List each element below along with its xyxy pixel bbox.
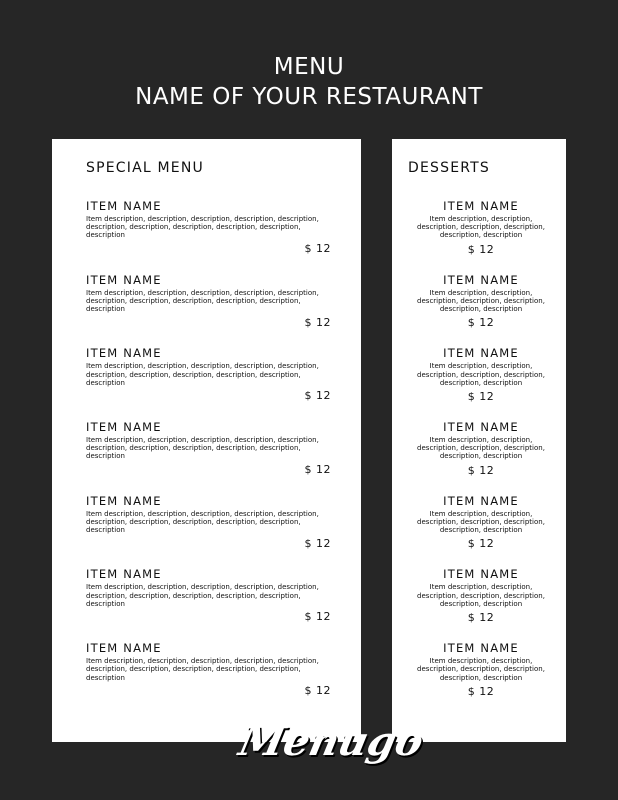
dessert-item <box>408 567 554 641</box>
item-price: $ 12 <box>304 389 331 403</box>
item-description: Item description, description, description, description, description, description, description, description, description, description, description <box>86 583 319 608</box>
special-menu-title: SPECIAL MENU <box>86 160 204 176</box>
item-price: $ 12 <box>304 463 331 477</box>
item-name: ITEM NAME <box>86 420 162 435</box>
item-price: $ 12 <box>304 684 331 698</box>
item-description: Item description, description, description, description, description, description, description, description, description, description, description <box>86 436 319 461</box>
item-description: Item description, description, description, description, description, description, description, description, description, description, description <box>86 657 319 682</box>
desserts-title: DESSERTS <box>408 160 490 176</box>
dessert-item <box>408 199 554 273</box>
item-description: Item description, description, description, description, description, description, description <box>417 362 545 387</box>
item-description: Item description, description, description, description, description, description, description, description, description, description, description <box>86 215 319 240</box>
item-description: Item description, description, description, description, description, description, description <box>417 657 545 682</box>
menu-item <box>86 199 331 273</box>
item-name: ITEM NAME <box>443 493 519 508</box>
dessert-item <box>408 273 554 347</box>
restaurant-name: NAME OF YOUR RESTAURANT <box>135 84 483 110</box>
menu-item <box>86 494 331 568</box>
menu-title: MENU <box>273 54 345 80</box>
item-price: $ 12 <box>467 242 495 256</box>
dessert-item <box>408 641 554 715</box>
item-price: $ 12 <box>467 463 495 477</box>
menu-item <box>86 420 331 494</box>
item-description: Item description, description, description, description, description, description, description, description, description, description, description <box>86 509 319 535</box>
item-name: ITEM NAME <box>86 199 162 213</box>
item-description: Item description, description, description, description, description, description, description <box>417 215 545 240</box>
item-name: ITEM NAME <box>86 567 162 582</box>
item-name: ITEM NAME <box>86 493 162 508</box>
menu-item <box>86 346 331 420</box>
item-name: ITEM NAME <box>86 272 162 287</box>
special-menu-panel <box>52 139 361 742</box>
item-price: $ 12 <box>467 389 495 403</box>
menu-item <box>86 641 331 715</box>
item-name: ITEM NAME <box>86 346 162 361</box>
item-price: $ 12 <box>304 242 331 255</box>
item-name: ITEM NAME <box>443 420 519 435</box>
item-price: $ 12 <box>467 611 495 625</box>
item-name: ITEM NAME <box>443 567 519 582</box>
item-price: $ 12 <box>304 536 331 550</box>
desserts-panel <box>392 139 566 742</box>
item-description: Item description, description, description, description, description, description, description, description, description, description, description <box>86 362 319 387</box>
item-name: ITEM NAME <box>443 641 519 656</box>
item-name: ITEM NAME <box>443 346 519 361</box>
dessert-item <box>408 346 554 420</box>
item-name: ITEM NAME <box>443 272 519 287</box>
item-description: Item description, description, description, description, description, description, description <box>417 583 545 608</box>
special-menu-list <box>86 199 331 715</box>
item-name: ITEM NAME <box>86 641 162 656</box>
item-name: ITEM NAME <box>443 199 519 213</box>
item-description: Item description, description, description, description, description, description, description <box>417 288 545 314</box>
item-price: $ 12 <box>467 537 495 551</box>
item-description: Item description, description, description, description, description, description, description <box>417 436 545 461</box>
menu-header <box>0 52 618 112</box>
item-description: Item description, description, description, description, description, description, description, description, description, description, description <box>86 288 319 314</box>
dessert-item <box>408 420 554 494</box>
item-price: $ 12 <box>304 610 331 624</box>
menu-item <box>86 273 331 347</box>
item-price: $ 12 <box>304 315 331 329</box>
item-price: $ 12 <box>467 316 495 330</box>
menu-item <box>86 567 331 641</box>
menugo-logo: Menugo <box>235 718 428 765</box>
dessert-item <box>408 494 554 568</box>
item-price: $ 12 <box>467 684 495 698</box>
item-description: Item description, description, description, description, description, description, description <box>417 509 545 535</box>
desserts-list <box>408 199 554 715</box>
